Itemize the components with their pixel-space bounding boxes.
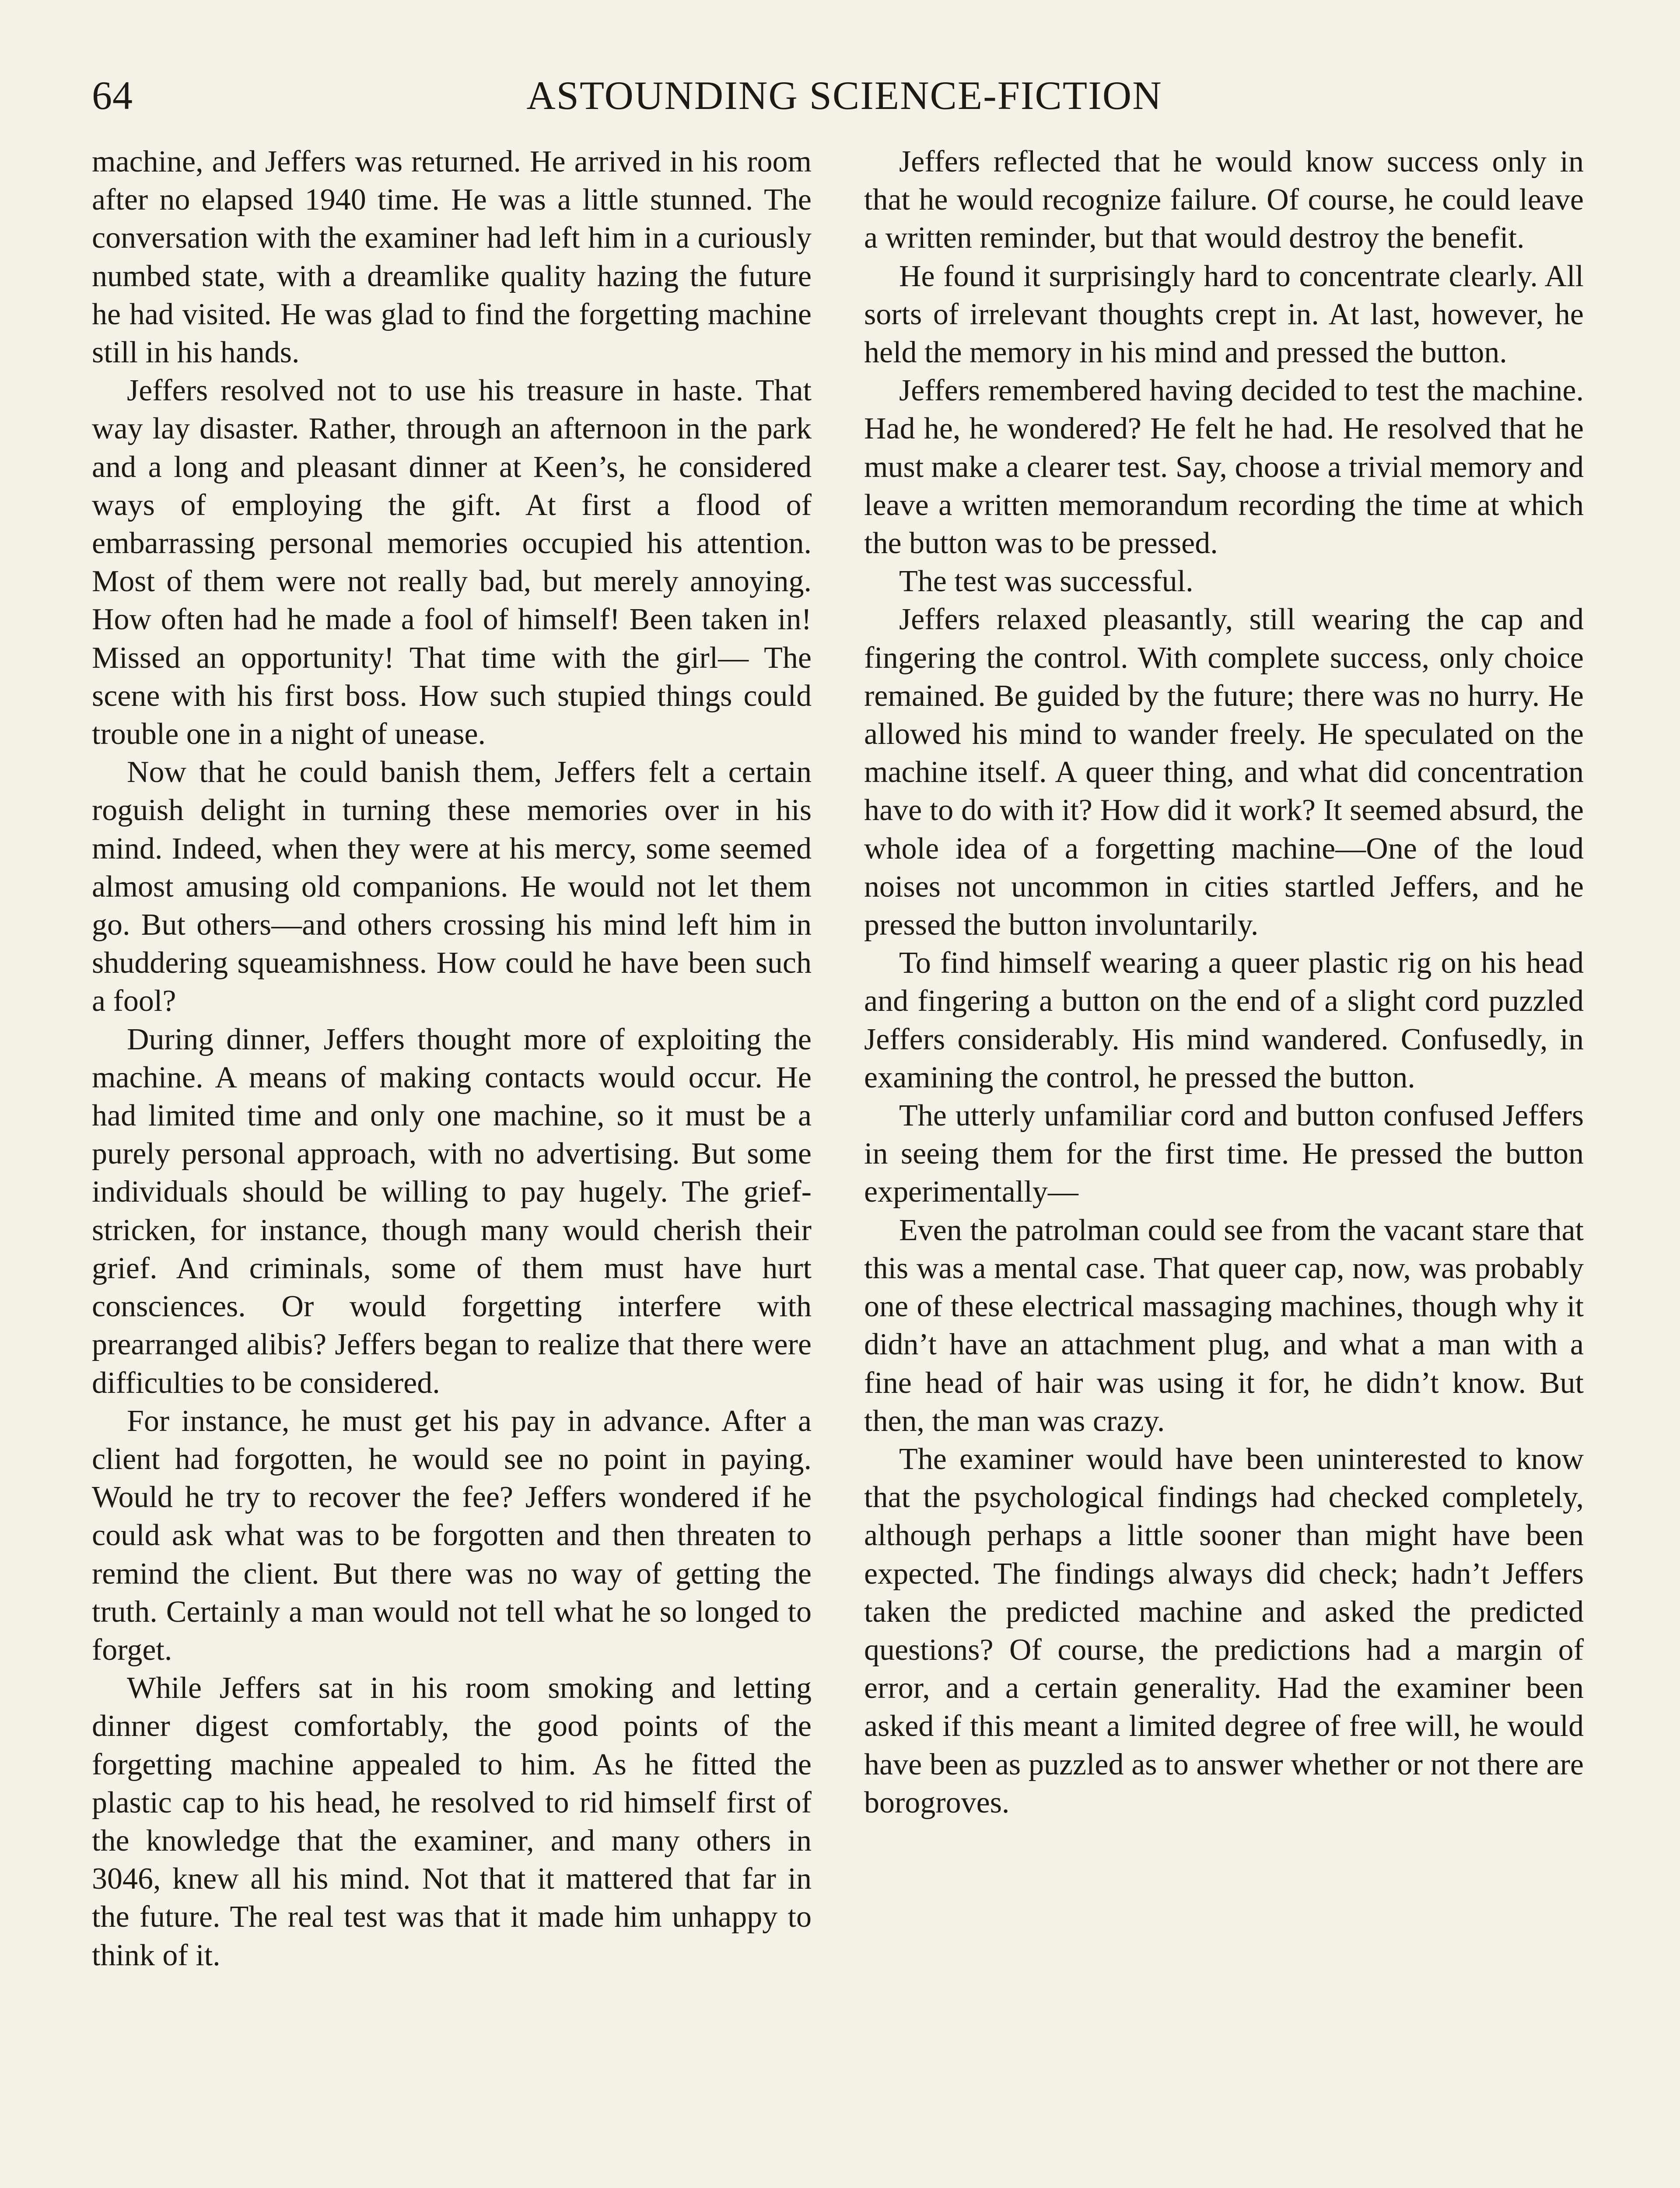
paragraph: To find himself wearing a queer plastic rig on his head and fingering a button on the end of a slight cord puzzled Jeffers considerably. His mind wandered. Confusedly, in examining the control, he pressed the button. (864, 946, 1584, 1094)
paragraph: He found it surprisingly hard to concentrate clearly. All sorts of irrelevant thoughts crept in. At last, however, he held the memory in his mind and pressed the button. (864, 259, 1584, 370)
paragraph: Even the patrolman could see from the vacant stare that this was a mental case. That queer cap, now, was probably one of these electrical massaging machines, though why it didn’t have an attachment plug, and what a man with a fine head of hair was using it for, he didn’t know. But then, the man was crazy. (864, 1213, 1584, 1438)
page-number: 64 (92, 73, 133, 118)
paragraph: For instance, he must get his pay in advance. After a client had forgotten, he would see no point in paying. Would he try to recover the fee? Jeffers wondered if he could ask what was to be forgotten and then threaten to remind the client. But there was no way of getting the truth. Certainly a man would not tell what he so longed to forget. (92, 1404, 812, 1667)
paragraph: The test was successful. (899, 565, 1194, 599)
paragraph: During dinner, Jeffers thought more of exploiting the machine. A means of making contacts would occur. He had limited time and only one machine, so it must be a purely personal approach, with no advertising. But some individuals should be willing to pay hugely. The grief-stricken, for instance, though many would cherish their grief. And criminals, some of them must have hurt consciences. Or would forgetting interfere with prearranged alibis? Jeffers began to realize that there were difficulties to be considered. (92, 1022, 812, 1400)
paragraph: Jeffers reflected that he would know success only in that he would recognize failure. Of course, he could leave a written reminder, but that would destroy the benefit. (864, 145, 1584, 255)
paragraph: The utterly unfamiliar cord and button confused Jeffers in seeing them for the first time. He pressed the button experimentally— (864, 1099, 1584, 1209)
left-column (92, 143, 812, 1974)
paragraph: machine, and Jeffers was returned. He arrived in his room after no elapsed 1940 time. He was a little stunned. The conversation with the examiner had left him in a curiously numbed state, with a dreamlike quality hazing the future he had visited. He was glad to find the forgetting machine still in his hands. (92, 145, 812, 370)
running-title: ASTOUNDING SCIENCE-FICTION (526, 73, 1162, 118)
paragraph: While Jeffers sat in his room smoking and letting dinner digest comfortably, the good points of the forgetting machine appealed to him. As he fitted the plastic cap to his head, he resolved to rid himself first of the knowledge that the examiner, and many others in 3046, knew all his mind. Not that it mattered that far in the future. The real test was that it made him unhappy to think of it. (92, 1671, 812, 1972)
paragraph: Now that he could banish them, Jeffers felt a certain roguish delight in turning these memories over in his mind. Indeed, when they were at his mercy, some seemed almost amusing old companions. He would not let them go. But others—and others crossing his mind left him in shuddering squeamishness. How could he have been such a fool? (92, 755, 812, 1018)
paragraph: Jeffers relaxed pleasantly, still wearing the cap and fingering the control. With complete success, only choice remained. Be guided by the future; there was no hurry. He allowed his mind to wander freely. He speculated on the machine itself. A queer thing, and what did concentration have to do with it? How did it work? It seemed absurd, the whole idea of a forgetting machine—One of the loud noises not uncommon in cities startled Jeffers, and he pressed the button involuntarily. (864, 603, 1584, 942)
paragraph: Jeffers remembered having decided to test the machine. Had he, he wondered? He felt he had. He resolved that he must make a clearer test. Say, choose a trivial memory and leave a written memorandum recording the time at which the button was to be pressed. (864, 374, 1584, 561)
right-column (864, 143, 1584, 1822)
paragraph: Jeffers resolved not to use his treasure in haste. That way lay disaster. Rather, through an afternoon in the park and a long and pleasant dinner at Keen’s, he considered ways of employing the gift. At first a flood of embarrassing personal memories occupied his attention. Most of them were not really bad, but merely annoying. How often had he made a fool of himself! Been taken in! Missed an opportunity! That time with the girl— The scene with his first boss. How such stupied things could trouble one in a night of unease. (92, 374, 812, 751)
paragraph: The examiner would have been uninterested to know that the psychological findings had checked completely, although perhaps a little sooner than might have been expected. The findings always did check; hadn’t Jeffers taken the predicted machine and asked the predicted questions? Of course, the predictions had a margin of error, and a certain generality. Had the examiner been asked if this meant a limited degree of free will, he would have been as puzzled as to answer whether or not there are borogroves. (864, 1442, 1584, 1820)
